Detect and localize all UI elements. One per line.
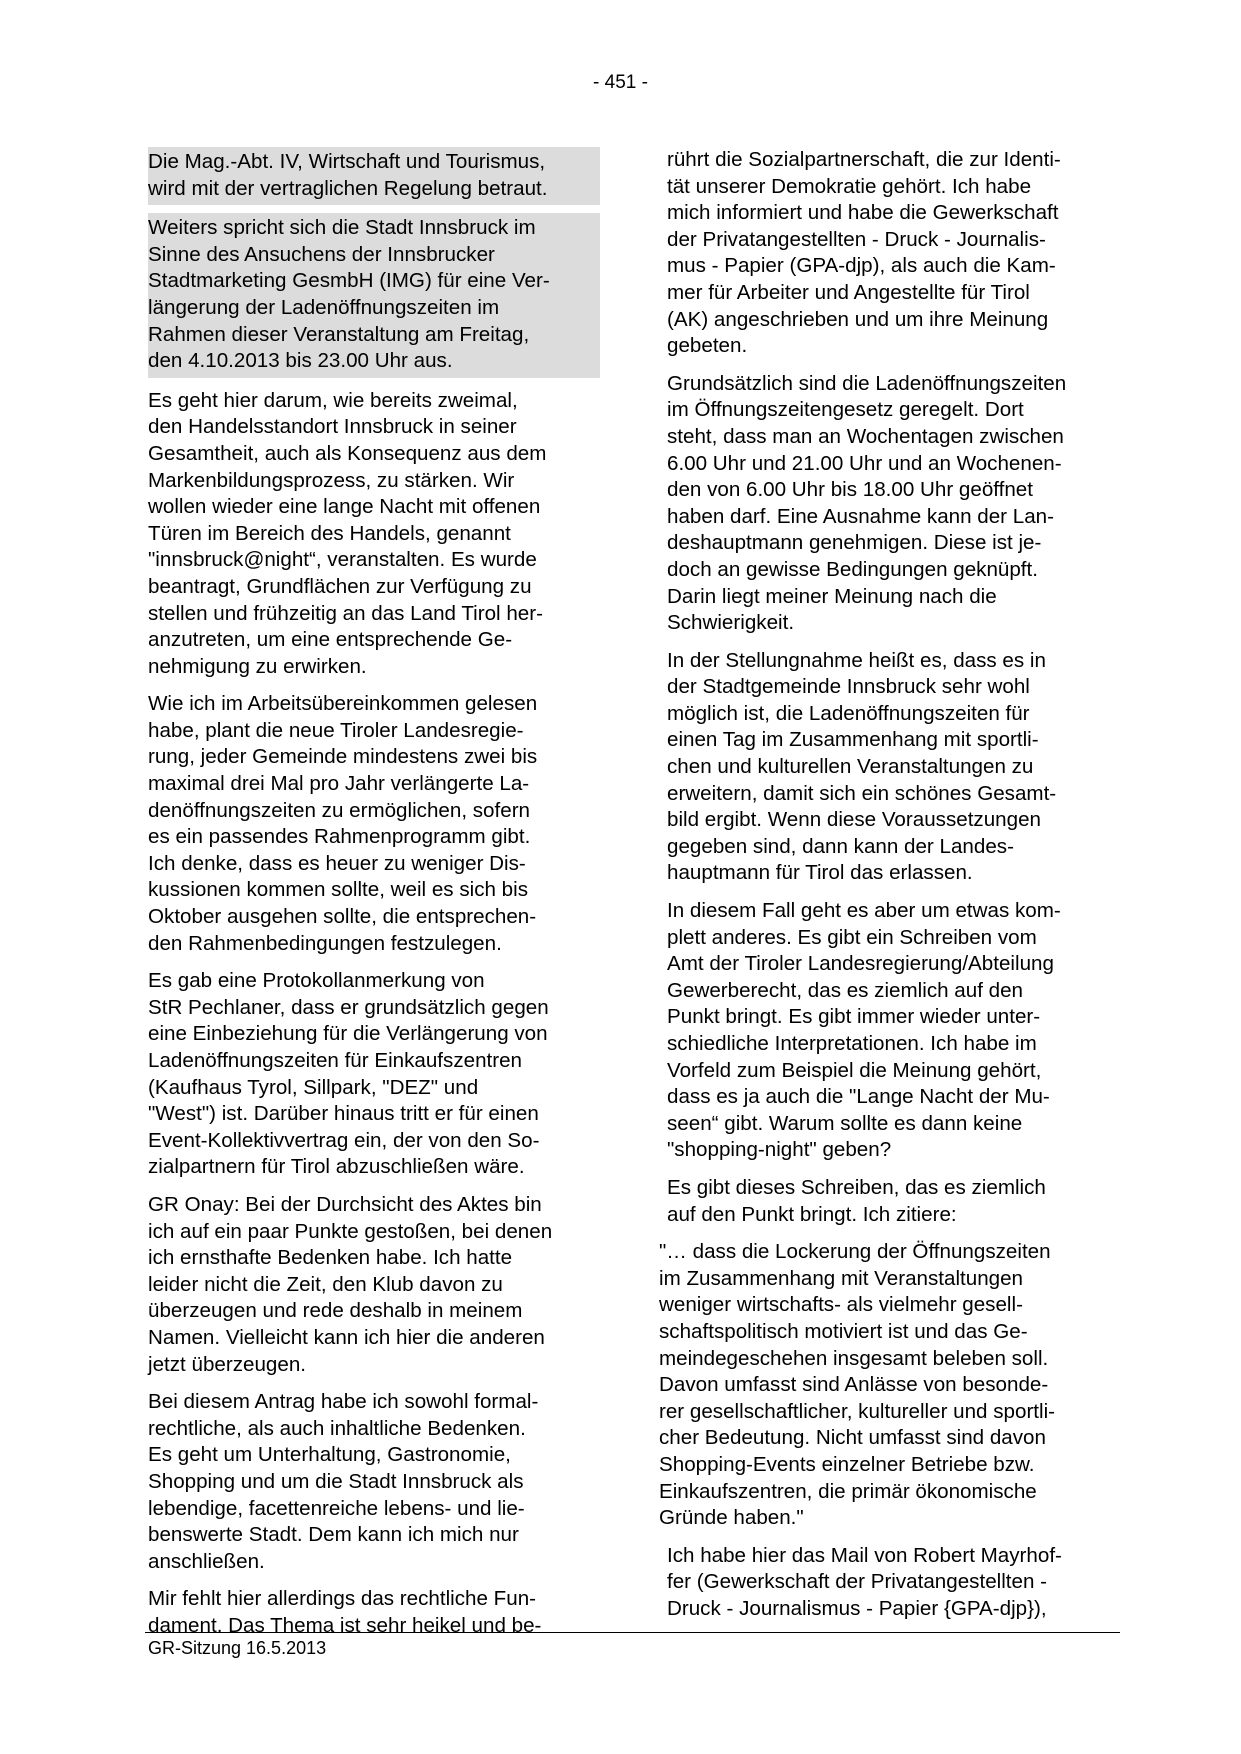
text-line: steht, dass man an Wochentagen zwischen [667, 424, 1064, 448]
text-line: In diesem Fall geht es aber um etwas kom- [667, 899, 1061, 923]
text-line: beantragt, Grundflächen zur Verfügung zu [148, 574, 532, 598]
text-line: (Kaufhaus Tyrol, Sillpark, "DEZ" und [148, 1075, 479, 1099]
right-column [659, 147, 1127, 1633]
text-line: deshauptmann genehmigen. Diese ist je- [667, 531, 1042, 555]
text-line: Druck - Journalismus - Papier {GPA-djp}), [667, 1596, 1047, 1620]
text-line: dass es ja auch die "Lange Nacht der Mu- [667, 1085, 1050, 1109]
text-line: plett anderes. Es gibt ein Schreiben vom [667, 925, 1037, 949]
text-line: mus - Papier (GPA-djp), als auch die Kam- [667, 254, 1056, 278]
left-column [148, 147, 600, 1650]
text-line: Namen. Vielleicht kann ich hier die anderen [148, 1325, 545, 1349]
text-line: möglich ist, die Ladenöffnungszeiten für [667, 701, 1030, 725]
paragraph [667, 147, 1127, 360]
text-line: Grundsätzlich sind die Ladenöffnungszeiten [667, 371, 1067, 395]
text-line: kussionen kommen sollte, weil es sich bis [148, 878, 528, 902]
paragraph [148, 1192, 600, 1378]
paragraph [148, 388, 600, 681]
text-line: chen und kulturellen Veranstaltungen zu [667, 755, 1034, 779]
text-line: Davon umfasst sind Anlässe von besonde- [659, 1373, 1049, 1397]
text-line: Shopping-Events einzelner Betriebe bzw. [659, 1452, 1035, 1476]
text-line: Bei diesem Antrag habe ich sowohl formal- [148, 1390, 539, 1414]
text-line: cher Bedeutung. Nicht umfasst sind davon [659, 1426, 1046, 1450]
text-line: benswerte Stadt. Dem kann ich mich nur [148, 1523, 519, 1547]
text-line: schaftspolitisch motiviert ist und das Ge- [659, 1319, 1028, 1343]
text-line: dament. Das Thema ist sehr heikel und be- [148, 1613, 542, 1637]
text-line: einen Tag im Zusammenhang mit sportli- [667, 728, 1039, 752]
text-line: Ladenöffnungszeiten für Einkaufszentren [148, 1049, 523, 1072]
text-line: gegeben sind, dann kann der Landes- [667, 834, 1014, 858]
text-line: (AK) angeschrieben und um ihre Meinung [667, 307, 1049, 331]
text-line: Ich habe hier das Mail von Robert Mayrhof- [667, 1543, 1062, 1567]
text-line: hauptmann für Tirol das erlassen. [667, 861, 973, 885]
paragraph [148, 1389, 600, 1575]
text-line: Amt der Tiroler Landesregierung/Abteilung [667, 952, 1054, 976]
text-line: den Rahmenbedingungen festzulegen. [148, 931, 502, 955]
text-line: Markenbildungsprozess, zu stärken. Wir [148, 468, 515, 492]
text-line: "innsbruck@night“, veranstalten. Es wurde [148, 548, 537, 572]
paragraph [667, 1543, 1127, 1623]
text-line: zialpartnern für Tirol abzuschließen wäre. [148, 1155, 525, 1179]
paragraph [148, 691, 600, 957]
paragraph [667, 648, 1127, 887]
text-line: der Privatangestellten - Druck - Journalis- [667, 227, 1046, 251]
text-line: mer für Arbeiter und Angestellte für Tirol [667, 280, 1030, 304]
highlighted-paragraph [148, 213, 600, 378]
text-line: habe, plant die neue Tiroler Landesregie- [148, 718, 524, 742]
text-line: StR Pechlaner, dass er grundsätzlich gegen [148, 995, 549, 1019]
text-line: Gewerberecht, das es ziemlich auf den [667, 978, 1023, 1002]
text-line: im Öffnungszeitengesetz geregelt. Dort [667, 398, 1024, 422]
text-line: stellen und frühzeitig an das Land Tirol her- [148, 601, 543, 625]
text-line: wollen wieder eine lange Nacht mit offenen [148, 495, 541, 519]
text-line: Rahmen dieser Veranstaltung am Freitag, [148, 322, 530, 346]
text-line: Vorfeld zum Beispiel die Meinung gehört, [667, 1058, 1042, 1082]
page-number: - 451 - [593, 72, 648, 93]
text-line: es ein passendes Rahmenprogramm gibt. [148, 825, 531, 849]
text-line: Es geht hier darum, wie bereits zweimal, [148, 388, 518, 412]
text-line: Darin liegt meiner Meinung nach die [667, 584, 997, 608]
text-line: Gesamtheit, auch als Konsequenz aus dem [148, 441, 547, 465]
text-line: Event-Kollektivvertrag ein, der von den So- [148, 1128, 540, 1152]
paragraph [667, 371, 1127, 637]
text-line: Türen im Bereich des Handels, genannt [148, 521, 511, 545]
text-line: rer gesellschaftlicher, kultureller und sportli- [659, 1399, 1056, 1423]
text-line: "West") ist. Darüber hinaus tritt er für einen [148, 1102, 539, 1126]
text-line: doch an gewisse Bedingungen geknüpft. [667, 557, 1038, 581]
text-line: Wie ich im Arbeitsübereinkommen gelesen [148, 692, 538, 716]
text-line: Die Mag.-Abt. IV, Wirtschaft und Tourismus, [148, 150, 546, 173]
text-line: gebeten. [667, 334, 748, 358]
text-line: leider nicht die Zeit, den Klub davon zu [148, 1272, 503, 1296]
text-line: lebendige, facettenreiche lebens- und lie- [148, 1496, 525, 1520]
paragraph [148, 968, 600, 1181]
text-line: seen“ gibt. Warum sollte es dann keine [667, 1111, 1023, 1135]
footer-divider [145, 1632, 1120, 1633]
text-line: erweitern, damit sich ein schönes Gesamt- [667, 781, 1057, 805]
text-line: meindegeschehen insgesamt beleben soll. [659, 1346, 1049, 1370]
text-line: denöffnungszeiten zu ermöglichen, sofern [148, 798, 530, 822]
text-line: Mir fehlt hier allerdings das rechtliche Fun- [148, 1587, 537, 1611]
text-line: schiedliche Interpretationen. Ich habe im [667, 1032, 1037, 1055]
text-line: mich informiert und habe die Gewerkschaft [667, 201, 1059, 225]
text-line: Oktober ausgehen sollte, die entsprechen- [148, 905, 537, 929]
text-line: rung, jeder Gemeinde mindestens zwei bis [148, 745, 538, 769]
text-line: Gründe haben." [659, 1506, 804, 1530]
text-line: Es geht um Unterhaltung, Gastronomie, [148, 1443, 511, 1467]
text-line: ich ernsthafte Bedenken habe. Ich hatte [148, 1246, 513, 1270]
text-line: auf den Punkt bringt. Ich zitiere: [667, 1202, 957, 1226]
text-line: fer (Gewerkschaft der Privatangestellten - [667, 1570, 1047, 1594]
text-line: 6.00 Uhr und 21.00 Uhr und an Wochenen- [667, 451, 1062, 475]
text-line: den 4.10.2013 bis 23.00 Uhr aus. [148, 349, 453, 373]
paragraph [667, 898, 1127, 1164]
highlighted-paragraph [148, 147, 600, 205]
text-line: bild ergibt. Wenn diese Voraussetzungen [667, 808, 1041, 832]
text-line: "shopping-night" geben? [667, 1138, 892, 1162]
text-line: Schwierigkeit. [667, 611, 795, 635]
text-line: Punkt bringt. Es gibt immer wieder unter- [667, 1005, 1041, 1029]
footer-session-label: GR-Sitzung 16.5.2013 [148, 1638, 327, 1658]
text-line: Es gab eine Protokollanmerkung von [148, 969, 485, 993]
text-line: nehmigung zu erwirken. [148, 654, 367, 678]
text-line: weniger wirtschafts- als vielmehr gesell- [659, 1293, 1023, 1317]
text-line: GR Onay: Bei der Durchsicht des Aktes bin [148, 1192, 542, 1216]
text-line: überzeugen und rede deshalb in meinem [148, 1299, 523, 1323]
text-line: tät unserer Demokratie gehört. Ich habe [667, 174, 1032, 198]
text-line: "… dass die Lockerung der Öffnungszeiten [659, 1240, 1051, 1264]
paragraph [667, 1175, 1127, 1228]
text-line: wird mit der vertraglichen Regelung betraut. [148, 176, 548, 200]
text-line: haben darf. Eine Ausnahme kann der Lan- [667, 504, 1054, 528]
text-line: ich auf ein paar Punkte gestoßen, bei denen [148, 1219, 553, 1243]
text-line: Sinne des Ansuchens der Innsbrucker [148, 242, 495, 266]
text-line: Shopping und um die Stadt Innsbruck als [148, 1469, 524, 1493]
text-line: den Handelsstandort Innsbruck in seiner [148, 415, 517, 439]
text-line: Weiters spricht sich die Stadt Innsbruck im [148, 216, 536, 240]
text-line: eine Einbeziehung für die Verlängerung von [148, 1022, 548, 1046]
quoted-paragraph [659, 1239, 1127, 1532]
text-line: jetzt überzeugen. [148, 1352, 306, 1376]
text-line: den von 6.00 Uhr bis 18.00 Uhr geöffnet [667, 478, 1033, 502]
text-line: Ich denke, dass es heuer zu weniger Dis- [148, 851, 526, 875]
text-line: anzutreten, um eine entsprechende Ge- [148, 628, 513, 652]
text-line: rechtliche, als auch inhaltliche Bedenken. [148, 1416, 526, 1440]
text-line: Einkaufszentren, die primär ökonomische [659, 1479, 1037, 1503]
text-line: Stadtmarketing GesmbH (IMG) für eine Ver- [148, 269, 550, 293]
text-line: im Zusammenhang mit Veranstaltungen [659, 1266, 1024, 1290]
text-line: Es gibt dieses Schreiben, das es ziemlich [667, 1175, 1046, 1199]
text-line: maximal drei Mal pro Jahr verlängerte La- [148, 772, 530, 796]
text-line: In der Stellungnahme heißt es, dass es in [667, 648, 1046, 672]
text-line: rührt die Sozialpartnerschaft, die zur Identi- [667, 148, 1061, 171]
text-line: längerung der Ladenöffnungszeiten im [148, 295, 500, 319]
text-line: anschließen. [148, 1549, 265, 1573]
text-line: der Stadtgemeinde Innsbruck sehr wohl [667, 675, 1030, 699]
